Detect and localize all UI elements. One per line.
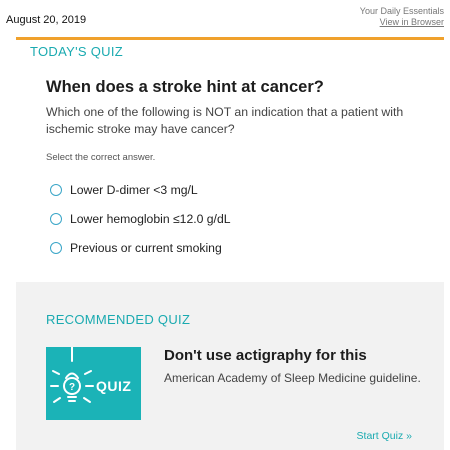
header-divider [16, 37, 444, 40]
todays-quiz-label: TODAY'S QUIZ [30, 44, 124, 59]
quiz-question: Which one of the following is NOT an indication that a patient with ischemic stroke may have cancer? [46, 105, 404, 136]
newsletter-name: Your Daily Essentials [359, 6, 444, 16]
radio-button[interactable] [50, 242, 62, 254]
start-quiz-link[interactable]: Start Quiz » [356, 430, 412, 442]
svg-text:?: ? [68, 382, 76, 393]
quiz-thumbnail[interactable] [46, 347, 141, 420]
recommended-quiz-description: American Academy of Sleep Medicine guideline. [164, 371, 421, 385]
quiz-option-1[interactable] [50, 182, 198, 198]
option-label: Lower hemoglobin ≤12.0 g/dL [70, 212, 231, 226]
view-in-browser-link[interactable]: View in Browser [379, 17, 444, 27]
recommended-quiz-panel [16, 282, 444, 450]
recommended-quiz-label: RECOMMENDED QUIZ [46, 312, 191, 327]
option-label: Previous or current smoking [70, 241, 222, 255]
thumbnail-label: QUIZ [96, 378, 132, 394]
radio-button[interactable] [50, 184, 62, 196]
option-label: Lower D-dimer <3 mg/L [70, 183, 198, 197]
recommended-quiz-title[interactable]: Don't use actigraphy for this [164, 347, 367, 364]
quiz-option-2[interactable] [50, 211, 231, 227]
header-right [360, 6, 444, 28]
quiz-option-3[interactable] [50, 240, 222, 256]
quiz-instruction: Select the correct answer. [46, 152, 156, 163]
quiz-title: When does a stroke hint at cancer? [46, 78, 324, 96]
radio-button[interactable] [50, 213, 62, 225]
issue-date: August 20, 2019 [6, 14, 87, 26]
email-header [0, 0, 450, 38]
